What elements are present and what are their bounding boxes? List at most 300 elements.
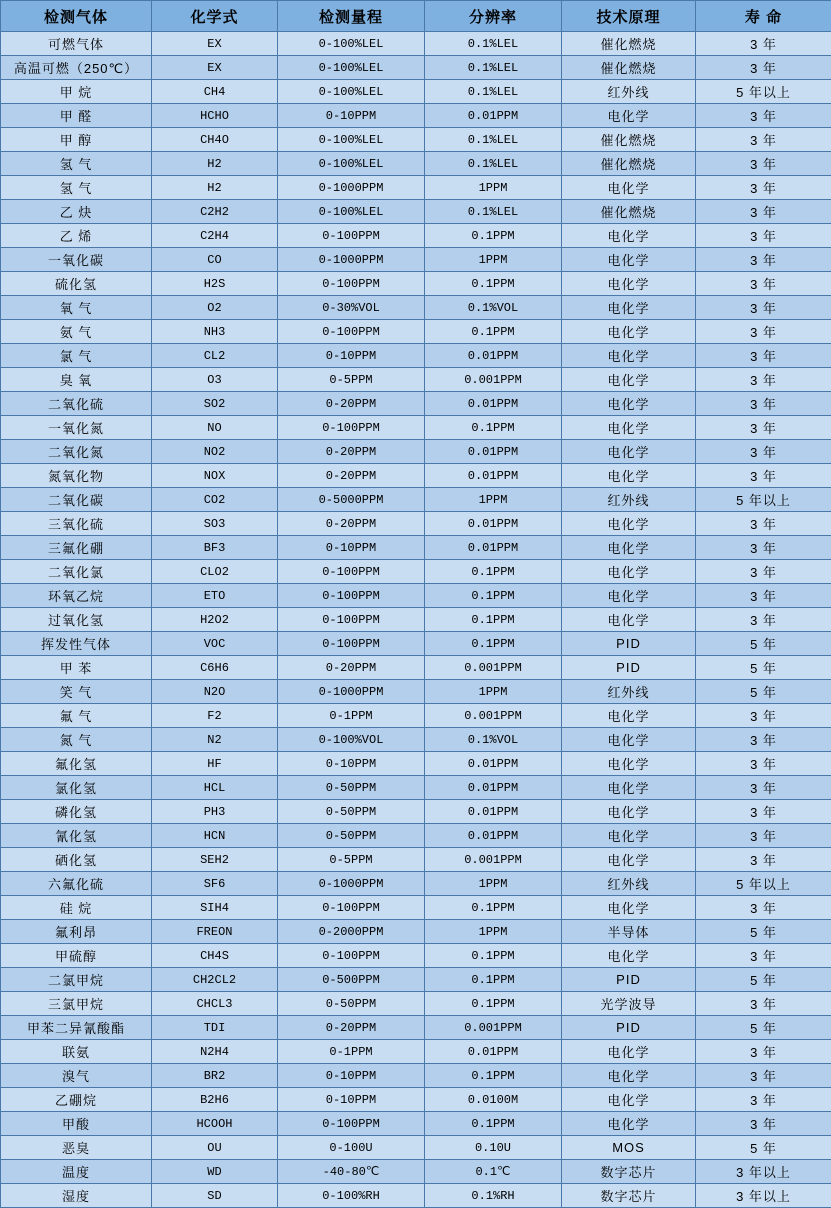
cell-resolution: 0.01PPM bbox=[425, 344, 562, 368]
cell-gas: 甲酸 bbox=[1, 1112, 152, 1136]
table-row bbox=[1, 368, 831, 392]
table-body bbox=[1, 32, 831, 1208]
cell-range: 0-50PPM bbox=[278, 824, 425, 848]
cell-range: 0-100%LEL bbox=[278, 80, 425, 104]
cell-range: 0-1000PPM bbox=[278, 176, 425, 200]
cell-technology: 催化燃烧 bbox=[562, 152, 696, 176]
cell-resolution: 0.01PPM bbox=[425, 752, 562, 776]
cell-lifetime: 5 年 bbox=[696, 656, 831, 680]
cell-technology: 电化学 bbox=[562, 704, 696, 728]
cell-formula: SF6 bbox=[152, 872, 278, 896]
cell-lifetime: 5 年 bbox=[696, 1016, 831, 1040]
cell-range: 0-5PPM bbox=[278, 848, 425, 872]
table-row bbox=[1, 824, 831, 848]
cell-lifetime: 3 年 bbox=[696, 560, 831, 584]
cell-formula: CH4 bbox=[152, 80, 278, 104]
cell-resolution: 0.1PPM bbox=[425, 632, 562, 656]
cell-formula: TDI bbox=[152, 1016, 278, 1040]
cell-gas: 甲硫醇 bbox=[1, 944, 152, 968]
cell-technology: 电化学 bbox=[562, 1088, 696, 1112]
cell-formula: NO2 bbox=[152, 440, 278, 464]
cell-resolution: 0.1PPM bbox=[425, 224, 562, 248]
cell-lifetime: 3 年 bbox=[696, 608, 831, 632]
cell-lifetime: 5 年 bbox=[696, 968, 831, 992]
cell-lifetime: 3 年 bbox=[696, 704, 831, 728]
cell-range: 0-100PPM bbox=[278, 416, 425, 440]
cell-range: 0-100PPM bbox=[278, 320, 425, 344]
cell-formula: H2 bbox=[152, 152, 278, 176]
cell-formula: PH3 bbox=[152, 800, 278, 824]
cell-range: 0-1000PPM bbox=[278, 248, 425, 272]
table-row bbox=[1, 80, 831, 104]
table-row bbox=[1, 776, 831, 800]
cell-gas: 挥发性气体 bbox=[1, 632, 152, 656]
table-row bbox=[1, 128, 831, 152]
cell-resolution: 0.01PPM bbox=[425, 824, 562, 848]
cell-formula: VOC bbox=[152, 632, 278, 656]
cell-range: 0-20PPM bbox=[278, 392, 425, 416]
cell-gas: 高温可燃（250℃） bbox=[1, 56, 152, 80]
cell-resolution: 0.01PPM bbox=[425, 440, 562, 464]
table-row bbox=[1, 296, 831, 320]
cell-resolution: 0.01PPM bbox=[425, 104, 562, 128]
cell-formula: C2H4 bbox=[152, 224, 278, 248]
cell-resolution: 1PPM bbox=[425, 248, 562, 272]
cell-lifetime: 3 年 bbox=[696, 56, 831, 80]
table-row bbox=[1, 1040, 831, 1064]
table-row bbox=[1, 56, 831, 80]
cell-resolution: 1PPM bbox=[425, 176, 562, 200]
cell-formula: HCOOH bbox=[152, 1112, 278, 1136]
cell-gas: 恶臭 bbox=[1, 1136, 152, 1160]
cell-technology: 电化学 bbox=[562, 944, 696, 968]
cell-range: 0-1000PPM bbox=[278, 680, 425, 704]
cell-technology: 数字芯片 bbox=[562, 1184, 696, 1208]
table-row bbox=[1, 440, 831, 464]
cell-formula: F2 bbox=[152, 704, 278, 728]
cell-formula: CHCL3 bbox=[152, 992, 278, 1016]
cell-formula: HF bbox=[152, 752, 278, 776]
cell-lifetime: 5 年以上 bbox=[696, 488, 831, 512]
cell-technology: 电化学 bbox=[562, 176, 696, 200]
cell-gas: 甲 醇 bbox=[1, 128, 152, 152]
cell-lifetime: 3 年 bbox=[696, 848, 831, 872]
cell-lifetime: 3 年 bbox=[696, 440, 831, 464]
cell-technology: 电化学 bbox=[562, 584, 696, 608]
cell-gas: 氯 气 bbox=[1, 344, 152, 368]
cell-technology: 电化学 bbox=[562, 368, 696, 392]
cell-resolution: 0.0100M bbox=[425, 1088, 562, 1112]
cell-range: 0-5PPM bbox=[278, 368, 425, 392]
cell-technology: 电化学 bbox=[562, 608, 696, 632]
cell-formula: HCL bbox=[152, 776, 278, 800]
cell-resolution: 0.001PPM bbox=[425, 848, 562, 872]
cell-gas: 硅 烷 bbox=[1, 896, 152, 920]
table-row bbox=[1, 272, 831, 296]
cell-gas: 氰化氢 bbox=[1, 824, 152, 848]
cell-range: 0-50PPM bbox=[278, 776, 425, 800]
cell-formula: H2 bbox=[152, 176, 278, 200]
cell-range: 0-10PPM bbox=[278, 1064, 425, 1088]
cell-range: 0-100PPM bbox=[278, 608, 425, 632]
cell-gas: 臭 氧 bbox=[1, 368, 152, 392]
cell-resolution: 0.01PPM bbox=[425, 536, 562, 560]
table-row bbox=[1, 1136, 831, 1160]
table-header bbox=[1, 1, 831, 32]
cell-technology: 电化学 bbox=[562, 272, 696, 296]
cell-range: 0-100%LEL bbox=[278, 200, 425, 224]
cell-gas: 甲 醛 bbox=[1, 104, 152, 128]
cell-formula: ETO bbox=[152, 584, 278, 608]
cell-lifetime: 3 年 bbox=[696, 728, 831, 752]
cell-formula: H2S bbox=[152, 272, 278, 296]
table-row bbox=[1, 608, 831, 632]
cell-technology: 电化学 bbox=[562, 344, 696, 368]
cell-lifetime: 3 年 bbox=[696, 752, 831, 776]
cell-technology: 电化学 bbox=[562, 248, 696, 272]
cell-technology: 电化学 bbox=[562, 536, 696, 560]
cell-gas: 氢 气 bbox=[1, 176, 152, 200]
cell-range: 0-100U bbox=[278, 1136, 425, 1160]
cell-lifetime: 3 年 bbox=[696, 776, 831, 800]
cell-formula: SD bbox=[152, 1184, 278, 1208]
cell-range: 0-100%RH bbox=[278, 1184, 425, 1208]
cell-gas: 可燃气体 bbox=[1, 32, 152, 56]
cell-formula: N2 bbox=[152, 728, 278, 752]
cell-range: 0-10PPM bbox=[278, 344, 425, 368]
cell-range: 0-100PPM bbox=[278, 632, 425, 656]
cell-technology: 数字芯片 bbox=[562, 1160, 696, 1184]
cell-gas: 三氟化硼 bbox=[1, 536, 152, 560]
cell-range: 0-10PPM bbox=[278, 1088, 425, 1112]
cell-resolution: 0.01PPM bbox=[425, 392, 562, 416]
cell-range: 0-1000PPM bbox=[278, 872, 425, 896]
cell-resolution: 0.1%LEL bbox=[425, 56, 562, 80]
cell-gas: 过氧化氢 bbox=[1, 608, 152, 632]
cell-gas: 一氧化氮 bbox=[1, 416, 152, 440]
cell-range: 0-20PPM bbox=[278, 1016, 425, 1040]
table-row bbox=[1, 392, 831, 416]
table-row bbox=[1, 248, 831, 272]
cell-technology: 红外线 bbox=[562, 872, 696, 896]
table-row bbox=[1, 152, 831, 176]
cell-gas: 氟利昂 bbox=[1, 920, 152, 944]
table-row bbox=[1, 1064, 831, 1088]
cell-gas: 联氨 bbox=[1, 1040, 152, 1064]
cell-formula: SEH2 bbox=[152, 848, 278, 872]
cell-technology: 红外线 bbox=[562, 680, 696, 704]
cell-resolution: 0.1PPM bbox=[425, 608, 562, 632]
cell-technology: 电化学 bbox=[562, 296, 696, 320]
table-row bbox=[1, 896, 831, 920]
cell-resolution: 0.1PPM bbox=[425, 896, 562, 920]
table-row bbox=[1, 704, 831, 728]
cell-range: 0-100%LEL bbox=[278, 32, 425, 56]
cell-formula: OU bbox=[152, 1136, 278, 1160]
cell-lifetime: 3 年 bbox=[696, 272, 831, 296]
cell-lifetime: 3 年 bbox=[696, 1088, 831, 1112]
cell-technology: 红外线 bbox=[562, 488, 696, 512]
cell-lifetime: 3 年 bbox=[696, 344, 831, 368]
cell-technology: 电化学 bbox=[562, 1112, 696, 1136]
cell-gas: 二氧化碳 bbox=[1, 488, 152, 512]
cell-lifetime: 3 年 bbox=[696, 224, 831, 248]
cell-lifetime: 3 年 bbox=[696, 152, 831, 176]
cell-range: 0-50PPM bbox=[278, 800, 425, 824]
cell-range: 0-10PPM bbox=[278, 752, 425, 776]
cell-formula: SO3 bbox=[152, 512, 278, 536]
cell-gas: 二氧化氯 bbox=[1, 560, 152, 584]
cell-technology: 催化燃烧 bbox=[562, 56, 696, 80]
cell-resolution: 0.1PPM bbox=[425, 944, 562, 968]
cell-technology: 光学波导 bbox=[562, 992, 696, 1016]
cell-gas: 三氯甲烷 bbox=[1, 992, 152, 1016]
cell-formula: SO2 bbox=[152, 392, 278, 416]
cell-resolution: 0.01PPM bbox=[425, 1040, 562, 1064]
table-row bbox=[1, 680, 831, 704]
cell-lifetime: 3 年 bbox=[696, 392, 831, 416]
cell-formula: CH4O bbox=[152, 128, 278, 152]
cell-gas: 二氯甲烷 bbox=[1, 968, 152, 992]
cell-resolution: 0.1PPM bbox=[425, 968, 562, 992]
cell-range: 0-20PPM bbox=[278, 656, 425, 680]
cell-lifetime: 3 年 bbox=[696, 512, 831, 536]
cell-resolution: 0.1%LEL bbox=[425, 152, 562, 176]
cell-formula: N2O bbox=[152, 680, 278, 704]
cell-technology: 电化学 bbox=[562, 392, 696, 416]
cell-resolution: 0.1PPM bbox=[425, 560, 562, 584]
cell-resolution: 0.1%VOL bbox=[425, 728, 562, 752]
cell-lifetime: 3 年 bbox=[696, 320, 831, 344]
table-row bbox=[1, 536, 831, 560]
cell-resolution: 0.01PPM bbox=[425, 800, 562, 824]
cell-gas: 溴气 bbox=[1, 1064, 152, 1088]
cell-resolution: 0.1PPM bbox=[425, 1064, 562, 1088]
cell-resolution: 0.1℃ bbox=[425, 1160, 562, 1184]
cell-formula: CO2 bbox=[152, 488, 278, 512]
cell-technology: 红外线 bbox=[562, 80, 696, 104]
cell-gas: 氧 气 bbox=[1, 296, 152, 320]
cell-resolution: 0.001PPM bbox=[425, 704, 562, 728]
cell-resolution: 0.1%LEL bbox=[425, 200, 562, 224]
table-row bbox=[1, 584, 831, 608]
cell-range: 0-100PPM bbox=[278, 944, 425, 968]
cell-resolution: 0.001PPM bbox=[425, 1016, 562, 1040]
column-header-resolution: 分辨率 bbox=[425, 1, 562, 32]
cell-formula: H2O2 bbox=[152, 608, 278, 632]
cell-technology: 电化学 bbox=[562, 464, 696, 488]
table-row bbox=[1, 944, 831, 968]
cell-formula: BF3 bbox=[152, 536, 278, 560]
cell-technology: 电化学 bbox=[562, 1064, 696, 1088]
cell-gas: 笑 气 bbox=[1, 680, 152, 704]
cell-lifetime: 3 年 bbox=[696, 800, 831, 824]
cell-formula: CH4S bbox=[152, 944, 278, 968]
cell-formula: CLO2 bbox=[152, 560, 278, 584]
cell-lifetime: 3 年 bbox=[696, 248, 831, 272]
cell-lifetime: 3 年以上 bbox=[696, 1184, 831, 1208]
cell-formula: B2H6 bbox=[152, 1088, 278, 1112]
cell-formula: FREON bbox=[152, 920, 278, 944]
cell-lifetime: 3 年 bbox=[696, 104, 831, 128]
cell-lifetime: 3 年 bbox=[696, 896, 831, 920]
cell-technology: 电化学 bbox=[562, 320, 696, 344]
cell-gas: 甲 苯 bbox=[1, 656, 152, 680]
cell-formula: EX bbox=[152, 32, 278, 56]
cell-range: 0-20PPM bbox=[278, 440, 425, 464]
cell-formula: O2 bbox=[152, 296, 278, 320]
cell-resolution: 0.01PPM bbox=[425, 464, 562, 488]
table-row bbox=[1, 416, 831, 440]
cell-gas: 氟化氢 bbox=[1, 752, 152, 776]
table-row bbox=[1, 872, 831, 896]
cell-resolution: 0.1PPM bbox=[425, 584, 562, 608]
cell-range: 0-100%LEL bbox=[278, 128, 425, 152]
cell-formula: NO bbox=[152, 416, 278, 440]
table-row bbox=[1, 1184, 831, 1208]
cell-formula: BR2 bbox=[152, 1064, 278, 1088]
cell-gas: 温度 bbox=[1, 1160, 152, 1184]
table-row bbox=[1, 1016, 831, 1040]
table-row bbox=[1, 728, 831, 752]
cell-gas: 三氧化硫 bbox=[1, 512, 152, 536]
cell-range: 0-100PPM bbox=[278, 224, 425, 248]
cell-gas: 二氧化氮 bbox=[1, 440, 152, 464]
cell-lifetime: 3 年 bbox=[696, 536, 831, 560]
cell-technology: 电化学 bbox=[562, 512, 696, 536]
cell-resolution: 0.1PPM bbox=[425, 992, 562, 1016]
cell-formula: C2H2 bbox=[152, 200, 278, 224]
cell-resolution: 0.001PPM bbox=[425, 656, 562, 680]
cell-resolution: 0.1%LEL bbox=[425, 128, 562, 152]
cell-range: 0-5000PPM bbox=[278, 488, 425, 512]
cell-formula: N2H4 bbox=[152, 1040, 278, 1064]
table-row bbox=[1, 560, 831, 584]
cell-formula: HCHO bbox=[152, 104, 278, 128]
table-row bbox=[1, 488, 831, 512]
cell-range: 0-100PPM bbox=[278, 1112, 425, 1136]
cell-range: 0-10PPM bbox=[278, 104, 425, 128]
table-row bbox=[1, 320, 831, 344]
cell-gas: 二氧化硫 bbox=[1, 392, 152, 416]
cell-lifetime: 3 年 bbox=[696, 824, 831, 848]
cell-lifetime: 3 年 bbox=[696, 1040, 831, 1064]
column-header-technology: 技术原理 bbox=[562, 1, 696, 32]
cell-range: 0-100PPM bbox=[278, 896, 425, 920]
cell-technology: 电化学 bbox=[562, 848, 696, 872]
cell-range: 0-1PPM bbox=[278, 1040, 425, 1064]
cell-gas: 六氟化硫 bbox=[1, 872, 152, 896]
cell-resolution: 1PPM bbox=[425, 488, 562, 512]
cell-range: 0-100%VOL bbox=[278, 728, 425, 752]
cell-gas: 磷化氢 bbox=[1, 800, 152, 824]
cell-technology: 电化学 bbox=[562, 416, 696, 440]
cell-resolution: 0.1%RH bbox=[425, 1184, 562, 1208]
cell-resolution: 1PPM bbox=[425, 872, 562, 896]
cell-lifetime: 3 年 bbox=[696, 584, 831, 608]
cell-lifetime: 3 年 bbox=[696, 1112, 831, 1136]
cell-technology: MOS bbox=[562, 1136, 696, 1160]
cell-technology: 电化学 bbox=[562, 752, 696, 776]
table-row bbox=[1, 176, 831, 200]
column-header-formula: 化学式 bbox=[152, 1, 278, 32]
cell-resolution: 0.10U bbox=[425, 1136, 562, 1160]
cell-gas: 湿度 bbox=[1, 1184, 152, 1208]
cell-resolution: 0.1PPM bbox=[425, 416, 562, 440]
table-row bbox=[1, 464, 831, 488]
cell-resolution: 0.1PPM bbox=[425, 272, 562, 296]
cell-range: 0-30%VOL bbox=[278, 296, 425, 320]
table-row bbox=[1, 632, 831, 656]
cell-resolution: 0.1%LEL bbox=[425, 32, 562, 56]
cell-formula: CL2 bbox=[152, 344, 278, 368]
cell-lifetime: 3 年 bbox=[696, 1064, 831, 1088]
cell-gas: 氮氧化物 bbox=[1, 464, 152, 488]
cell-lifetime: 3 年 bbox=[696, 416, 831, 440]
cell-lifetime: 3 年 bbox=[696, 944, 831, 968]
cell-range: 0-500PPM bbox=[278, 968, 425, 992]
cell-range: 0-1PPM bbox=[278, 704, 425, 728]
cell-gas: 氨 气 bbox=[1, 320, 152, 344]
cell-technology: 电化学 bbox=[562, 896, 696, 920]
cell-gas: 甲 烷 bbox=[1, 80, 152, 104]
cell-lifetime: 3 年 bbox=[696, 368, 831, 392]
cell-lifetime: 5 年 bbox=[696, 920, 831, 944]
cell-range: 0-100%LEL bbox=[278, 56, 425, 80]
cell-formula: NH3 bbox=[152, 320, 278, 344]
cell-technology: 电化学 bbox=[562, 800, 696, 824]
cell-lifetime: 5 年以上 bbox=[696, 80, 831, 104]
cell-technology: 电化学 bbox=[562, 824, 696, 848]
table-row bbox=[1, 224, 831, 248]
cell-lifetime: 3 年 bbox=[696, 296, 831, 320]
cell-technology: 电化学 bbox=[562, 560, 696, 584]
cell-lifetime: 5 年 bbox=[696, 680, 831, 704]
cell-gas: 氟 气 bbox=[1, 704, 152, 728]
cell-formula: EX bbox=[152, 56, 278, 80]
cell-gas: 甲苯二异氰酸酯 bbox=[1, 1016, 152, 1040]
cell-gas: 氯化氢 bbox=[1, 776, 152, 800]
table-row bbox=[1, 800, 831, 824]
cell-lifetime: 3 年 bbox=[696, 200, 831, 224]
cell-gas: 乙 烯 bbox=[1, 224, 152, 248]
header-row bbox=[1, 1, 831, 32]
cell-range: 0-50PPM bbox=[278, 992, 425, 1016]
cell-resolution: 0.01PPM bbox=[425, 512, 562, 536]
cell-technology: 催化燃烧 bbox=[562, 128, 696, 152]
table-row bbox=[1, 656, 831, 680]
cell-resolution: 0.001PPM bbox=[425, 368, 562, 392]
cell-technology: 电化学 bbox=[562, 1040, 696, 1064]
cell-technology: PID bbox=[562, 632, 696, 656]
cell-formula: SIH4 bbox=[152, 896, 278, 920]
cell-technology: PID bbox=[562, 968, 696, 992]
cell-range: 0-100%LEL bbox=[278, 152, 425, 176]
table-row bbox=[1, 968, 831, 992]
cell-lifetime: 5 年 bbox=[696, 1136, 831, 1160]
cell-lifetime: 3 年 bbox=[696, 464, 831, 488]
table-row bbox=[1, 920, 831, 944]
table-row bbox=[1, 752, 831, 776]
cell-gas: 一氧化碳 bbox=[1, 248, 152, 272]
cell-range: 0-100PPM bbox=[278, 584, 425, 608]
cell-technology: 电化学 bbox=[562, 104, 696, 128]
table-row bbox=[1, 512, 831, 536]
table-row bbox=[1, 32, 831, 56]
cell-range: 0-100PPM bbox=[278, 272, 425, 296]
cell-resolution: 0.01PPM bbox=[425, 776, 562, 800]
cell-technology: 催化燃烧 bbox=[562, 200, 696, 224]
